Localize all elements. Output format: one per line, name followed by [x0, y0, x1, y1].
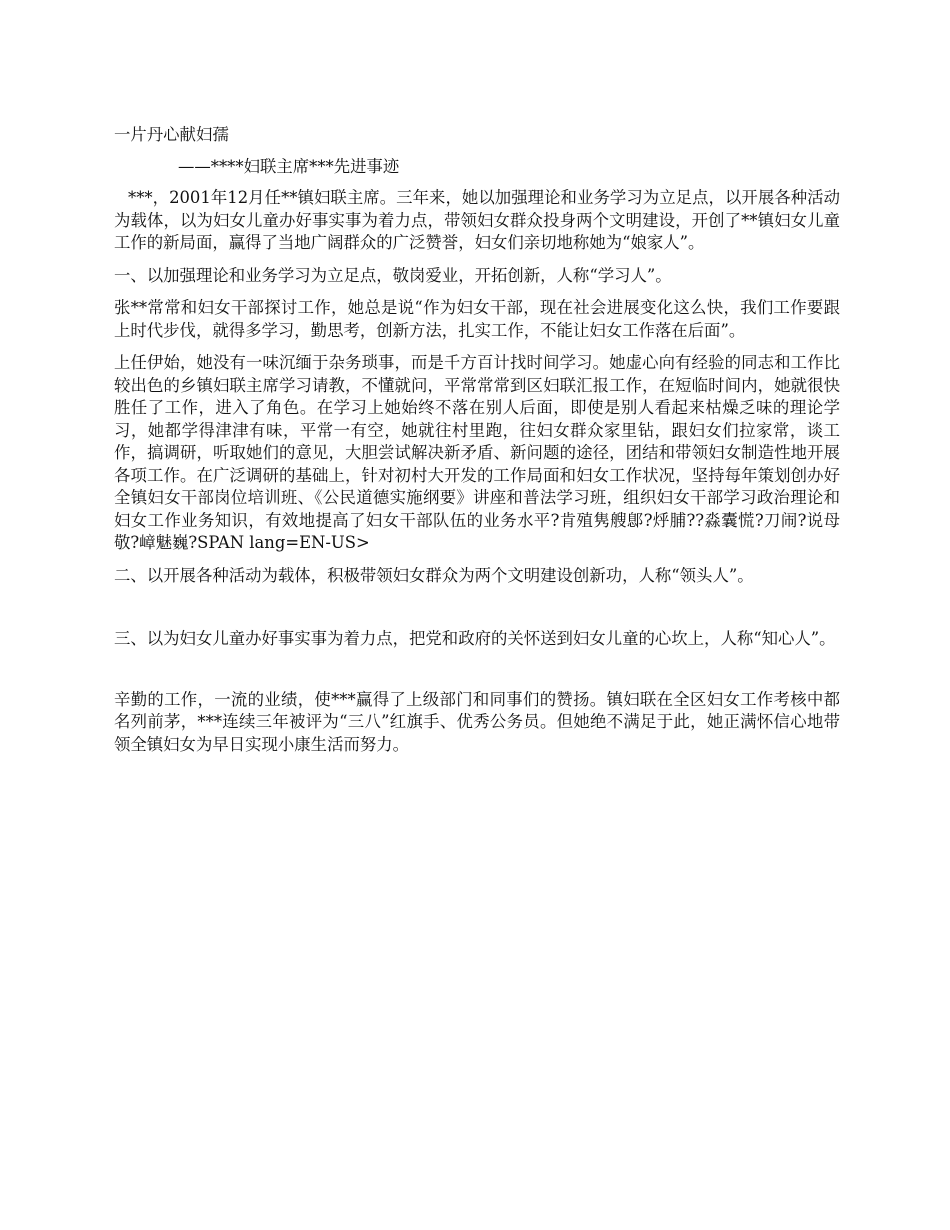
section-1-paragraph-2: 上任伊始，她没有一味沉缅于杂务琐事，而是千方百计找时间学习。她虚心向有经验的同志和工作比较出色的乡镇妇联主席学习请教，不懂就问，平常常常到区妇联汇报工作，在短临时间内，她就很快胜任了工作，进入了角色。在学习上她始终不落在别人后面，即使是别人看起来枯燥乏味的理论学习，她都学得津津有味，平常一有空，她就往村里跑，往妇女群众家里钻，跟妇女们拉家常，谈工作，搞调研，听取她们的意见，大胆尝试解决新矛盾、新问题的途径，团结和带领妇女制造性地开展各项工作。在广泛调研的基础上，针对初村大开发的工作局面和妇女工作状况，坚持每年策划创办好全镇妇女干部岗位培训班、《公民道德实施纲要》讲座和普法学习班，组织妇女干部学习政治理论和妇女工作业务知识，有效地提高了妇女干部队伍的业务水平?肯殖隽艘鄎?烀脯??淼囊慌?刀闹?说母敬?嶂魅巍?SPAN lang=EN-US>: [114, 353, 840, 552]
document-subtitle: ——****妇联主席***先进事迹: [178, 156, 400, 176]
section-2-heading: 二、以开展各种活动为载体，积极带领妇女群众为两个文明建设创新功，人称“领头人”。: [114, 565, 754, 585]
section-1-heading: 一、以加强理论和业务学习为立足点，敬岗爱业，开拓创新，人称“学习人”。: [114, 265, 672, 285]
closing-paragraph: 辛勤的工作，一流的业绩，使***赢得了上级部门和同事们的赞扬。镇妇联在全区妇女工作考核中都名列前茅，***连续三年被评为“三八”红旗手、优秀公务员。但她绝不满足于此，她正满怀信心地带领全镇妇女为早日实现小康生活而努力。: [114, 689, 840, 754]
section-1-paragraph-1: 张**常常和妇女干部探讨工作，她总是说“作为妇女干部，现在社会进展变化这么快，我们工作要跟上时代步伐，就得多学习，勤思考，创新方法，扎实工作，不能让妇女工作落在后面”。: [114, 298, 840, 340]
document-title: 一片丹心献妇孺: [114, 125, 229, 144]
document-body: [114, 124, 840, 766]
intro-paragraph: ***，2001年12月任**镇妇联主席。三年来，她以加强理论和业务学习为立足点，以开展各种活动为载体，以为妇女儿童办好事实事为着力点，带领妇女群众投身两个文明建设，开创了**镇妇女儿童工作的新局面，赢得了当地广阔群众的广泛赞誉，妇女们亲切地称她为“娘家人”。: [114, 188, 840, 252]
section-3-heading: 三、以为妇女儿童办好事实事为着力点，把党和政府的关怀送到妇女儿童的心坎上，人称“知心人”。: [114, 629, 836, 648]
